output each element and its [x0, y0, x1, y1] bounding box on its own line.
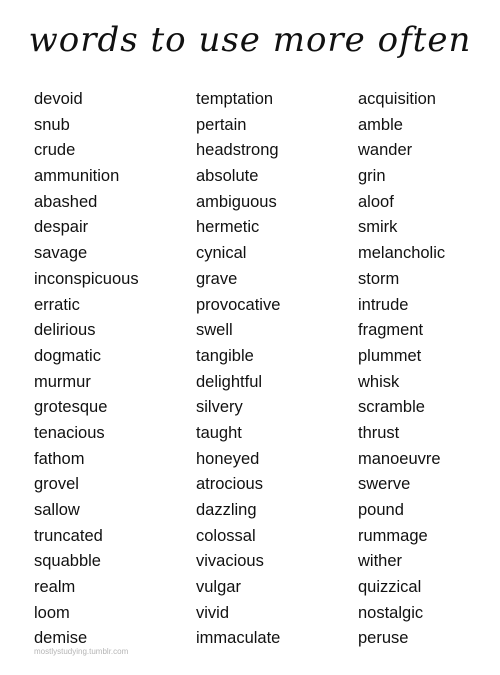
- word-item: ammunition: [34, 167, 120, 186]
- word-item: truncated: [34, 526, 103, 545]
- word-item: cynical: [196, 244, 247, 263]
- word-item: temptation: [196, 90, 274, 108]
- word-item: loom: [34, 603, 70, 622]
- word-item: grovel: [34, 475, 79, 494]
- word-item: taught: [196, 423, 242, 442]
- word-item: demise: [34, 629, 88, 648]
- word-item: smirk: [358, 218, 398, 237]
- word-item: dogmatic: [34, 346, 101, 365]
- word-item: vulgar: [196, 578, 241, 597]
- word-item: dazzling: [196, 501, 257, 519]
- word-item: pertain: [196, 115, 247, 134]
- word-item: grotesque: [34, 398, 108, 417]
- word-item: murmur: [34, 372, 91, 391]
- word-item: fragment: [358, 321, 424, 340]
- word-item: hermetic: [196, 218, 260, 237]
- word-column-1: [34, 87, 139, 652]
- word-item: vivacious: [196, 552, 264, 571]
- word-item: plummet: [358, 346, 422, 365]
- word-item: wither: [358, 552, 403, 571]
- word-item: delightful: [196, 372, 263, 391]
- word-item: rummage: [358, 526, 428, 545]
- word-item: pound: [358, 501, 404, 519]
- word-item: delirious: [34, 321, 96, 340]
- word-item: squabble: [34, 552, 101, 571]
- word-item: colossal: [196, 526, 256, 545]
- word-item: vivid: [196, 603, 230, 622]
- word-item: inconspicuous: [34, 269, 139, 288]
- word-item: silvery: [196, 398, 243, 417]
- word-item: snub: [34, 115, 70, 134]
- word-item: intrude: [358, 295, 409, 314]
- word-item: amble: [358, 115, 403, 134]
- word-item: abashed: [34, 192, 98, 211]
- word-item: quizzical: [358, 578, 422, 597]
- word-item: nostalgic: [358, 603, 424, 622]
- word-item: immaculate: [196, 629, 281, 648]
- word-item: peruse: [358, 629, 409, 648]
- word-item: grin: [358, 167, 386, 186]
- word-item: acquisition: [358, 90, 436, 108]
- word-item: grave: [196, 269, 238, 288]
- word-item: manoeuvre: [358, 449, 441, 468]
- word-item: devoid: [34, 90, 83, 108]
- word-item: erratic: [34, 295, 80, 314]
- word-item: tangible: [196, 346, 254, 365]
- word-item: whisk: [358, 372, 400, 391]
- word-item: swell: [196, 321, 233, 340]
- watermark: mostlystudying.tumblr.com: [34, 647, 129, 656]
- word-item: provocative: [196, 295, 281, 314]
- word-item: swerve: [358, 475, 411, 494]
- word-item: scramble: [358, 398, 425, 417]
- word-item: storm: [358, 269, 400, 288]
- word-item: ambiguous: [196, 192, 277, 211]
- word-item: wander: [358, 141, 413, 160]
- word-column-3: [358, 87, 445, 652]
- word-item: crude: [34, 141, 76, 160]
- page-title: words to use more often: [28, 20, 472, 60]
- word-item: despair: [34, 218, 89, 237]
- word-item: headstrong: [196, 141, 279, 160]
- word-item: tenacious: [34, 423, 105, 442]
- word-item: savage: [34, 244, 88, 263]
- word-item: thrust: [358, 423, 400, 442]
- word-item: realm: [34, 578, 76, 597]
- word-item: absolute: [196, 167, 259, 186]
- word-item: atrocious: [196, 475, 263, 494]
- word-item: fathom: [34, 449, 85, 468]
- word-item: aloof: [358, 192, 394, 211]
- word-item: melancholic: [358, 244, 446, 263]
- word-item: honeyed: [196, 449, 260, 468]
- word-item: sallow: [34, 501, 80, 519]
- word-column-2: [196, 87, 280, 652]
